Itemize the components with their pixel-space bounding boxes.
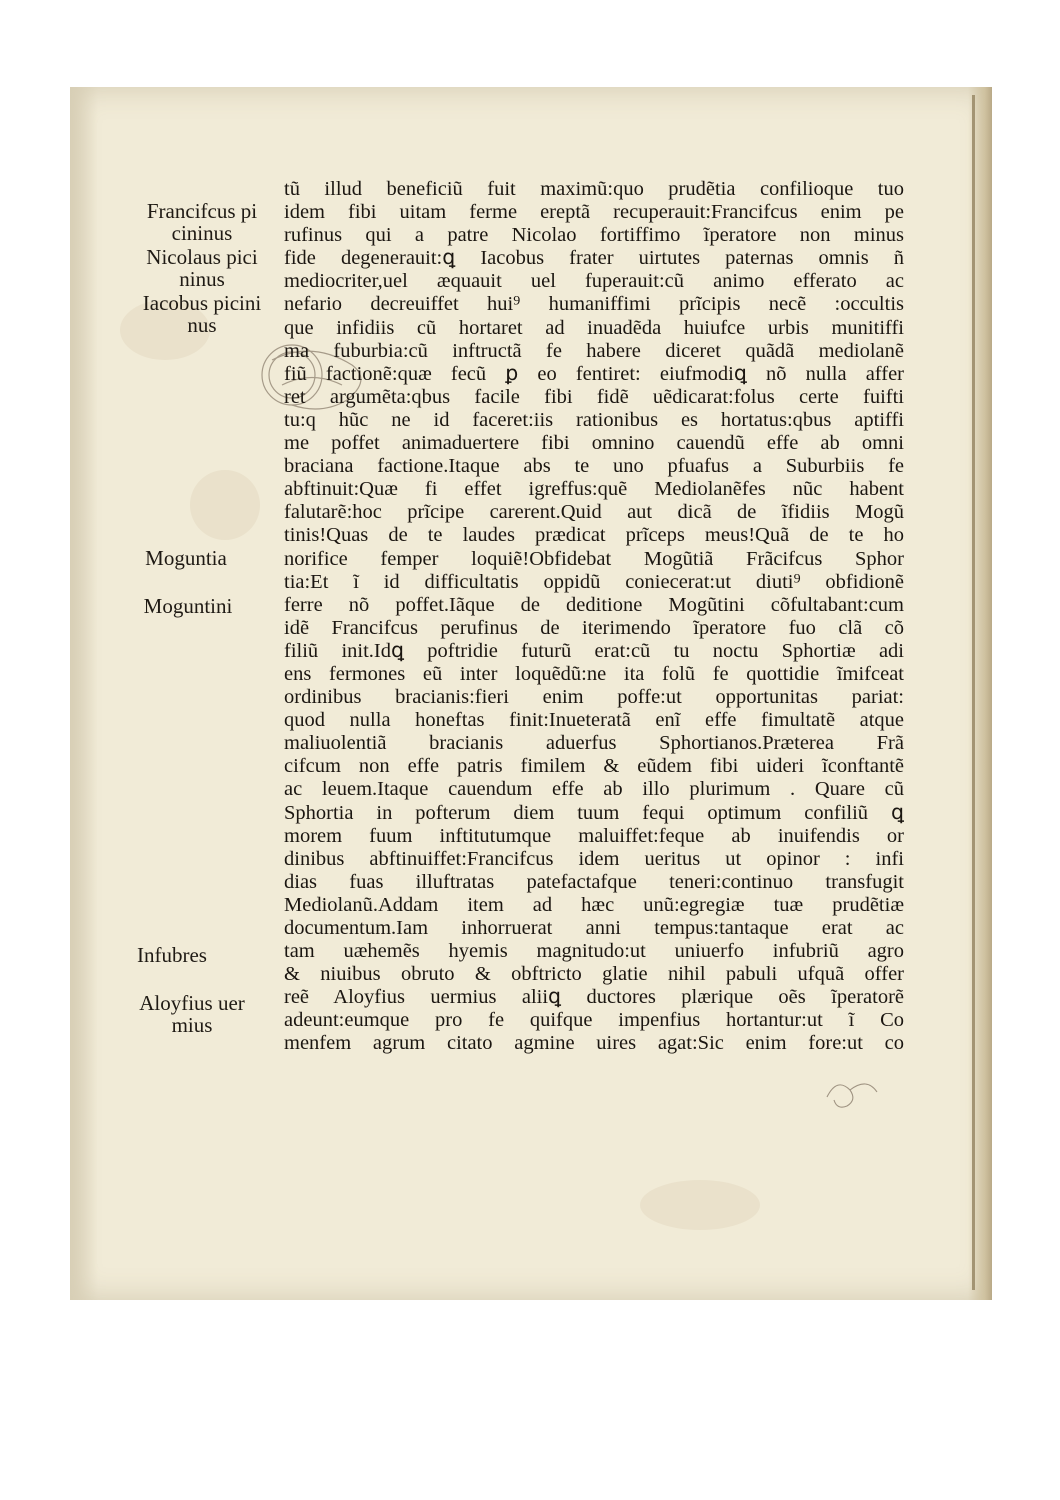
text-line: fiũ factionẽ:quæ fecũ ꝑ eo fentiret: eiufmodiꝗ nõ nulla affer	[284, 362, 904, 385]
text-line: braciana factione.Itaque abs te uno pfuafus a Suburbiis fe	[284, 455, 904, 478]
text-line: tia:Et ĩ id difficultatis oppidũ coniecerat:ut diuti⁹ obfidionẽ	[284, 570, 904, 593]
text-line: tinis!Quas de te laudes prædicat prĩceps meus!Quã de te ho	[284, 524, 904, 547]
text-line: rufinus qui a patre Nicolao fortiffimo ĩperatore non minus	[284, 224, 904, 247]
margin-note-franciscus: Francifcus pi cininus	[146, 199, 258, 245]
text-line: norifice femper loquiẽ!Obfidebat Mogũtiã Frãcifcus Sphor	[284, 547, 904, 570]
text-line: falutarẽ:hoc prĩcipe carerent.Quid aut dicã de ĩfidiis Mogũ	[284, 501, 904, 524]
text-line: ferre nõ poffet.Iãque de deditione Mogũtini cõfultabant:cum	[284, 593, 904, 616]
margin-note-moguntia: Moguntia	[145, 546, 227, 570]
text-line: filiũ init.Idꝗ poftridie futurũ erat:cũ tu noctu Sphortiæ adi	[284, 639, 904, 662]
text-line: tu:q hũc ne id faceret:iis rationibus es hortatus:qbus aptiffi	[284, 408, 904, 431]
margin-note-moguntini: Moguntini	[143, 594, 233, 618]
binding-gutter	[972, 95, 975, 1290]
margin-note-nicolaus: Nicolaus pici ninus	[146, 245, 258, 291]
paper-stain	[640, 1180, 760, 1230]
text-line: documentum.Iam inhorruerat anni tempus:tantaque erat ac	[284, 917, 904, 939]
text-line: & niuibus obruto & obftricto glatie nihil pabuli ufquã offer	[284, 963, 904, 986]
text-line: ac leuem.Itaque cauendum effe ab illo plurimum . Quare cũ	[284, 778, 904, 801]
text-line: idem fibi uitam ferme ereptã recuperauit:Francifcus enim pe	[284, 201, 904, 224]
text-line: Sphortia in pofterum diem tuum fequi optimum confiliũ ꝗ	[284, 801, 904, 824]
text-line: ordinibus bracianis:fieri enim poffe:ut opportunitas pariat:	[284, 686, 904, 709]
text-line: me poffet animaduertere fibi omnino cauendũ effe ab omni	[284, 432, 904, 455]
text-line: adeunt:eumque pro fe quifque impenfius hortantur:ut ĩ Co	[284, 1009, 904, 1032]
text-line: abftinuit:Quæ fi effet igreffus:quẽ Mediolanẽfes nũc habent	[284, 478, 904, 501]
marginalia-column	[0, 0, 300, 1500]
text-line: reẽ Aloyfius uermius aliiꝗ ductores plærique oẽs ĩperatorẽ	[284, 986, 904, 1009]
text-line: cifcum non effe patris fimilem & eũdem fibi uideri ĩconftantẽ	[284, 755, 904, 778]
text-line: maliuolentiã bracianis aduerfus Sphortianos.Præterea Frã	[284, 732, 904, 755]
text-line: ma fuburbia:cũ inftructã fe habere diceret quãdã mediolanẽ	[284, 339, 904, 362]
text-line: mediocriter,uel æquauit uel fuperauit:cũ animo efferato ac	[284, 270, 904, 293]
text-line: dinibus abftinuiffet:Francifcus idem ueritus ut opinor : infi	[284, 847, 904, 870]
margin-note-iacobus: Iacobus picini nus	[142, 291, 262, 337]
text-line: nefario decreuiffet hui⁹ humaniffimi prĩcipis necẽ :occultis	[284, 293, 904, 316]
text-line: dias fuas illuftratas patefactafque teneri:continuo transfugit	[284, 870, 904, 893]
text-line: tam uæhemẽs hyemis magnitudo:ut uniuerfo infubriũ agro	[284, 940, 904, 963]
text-line: tũ illud beneficiũ fuit maximũ:quo prudẽtia confilioque tuo	[284, 178, 904, 200]
text-line: que infidiis cũ hortaret ad inuadẽda huiufce urbis munitiffi	[284, 316, 904, 339]
text-line: fide degenerauit:ꝗ Iacobus frater uirtutes paternas omnis ñ	[284, 247, 904, 270]
text-line: Mediolanũ.Addam item ad hæc unũ:egregiæ tuæ prudẽtiæ	[284, 893, 904, 916]
text-line: quod nulla honeftas finit:Inueteratã enĩ effe fimultatẽ atque	[284, 709, 904, 732]
body-text	[284, 178, 904, 1056]
margin-note-aloysius: Aloyfius uer mius	[139, 991, 245, 1037]
text-line: menfem agrum citato agmine uires agat:Sic enim fore:ut co	[284, 1032, 904, 1055]
text-line: ret argumẽta:qbus facile fibi fidẽ uẽdicarat:folus certe fuifti	[284, 385, 904, 408]
text-line: idẽ Francifcus perufinus de iterimendo ĩperatore fuo clã cõ	[284, 616, 904, 639]
text-line: morem fuum inftitutumque maluiffet:feque ab inuifendis or	[284, 824, 904, 847]
catchword-flourish	[822, 1072, 882, 1112]
margin-note-insubres: Infubres	[137, 943, 207, 967]
text-line: ens fermones eũ inter loquẽdũ:ne ita folũ fe quottidie ĩmifceat	[284, 662, 904, 685]
